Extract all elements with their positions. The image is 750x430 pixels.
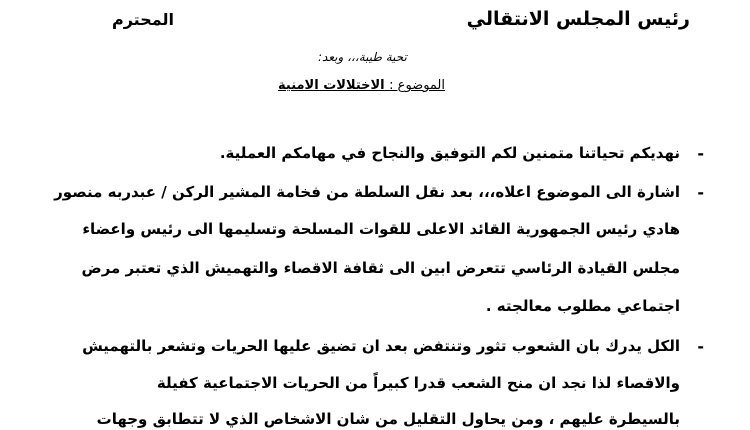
paragraph-line: اشارة الى الموضوع اعلاه،،، بعد نقل السلطة من فخامة المشير الركن / عبدربه منصور: [54, 183, 680, 201]
paragraph-line: اجتماعي مطلوب معالجته .: [485, 297, 680, 315]
bullet-marker: -: [697, 337, 704, 356]
subject-label: الموضوع :: [389, 78, 445, 93]
recipient-title: رئيس المجلس الانتقالي: [466, 8, 690, 30]
paragraph-line: بالسيطرة عليهم ، ومن يحاول التقليل من شان الاشخاص الذي لا تتطابق وجهات: [96, 410, 680, 428]
paragraph-line: مجلس القيادة الرئاسي تتعرض ابين الى ثقافة الاقصاء والتهميش الذي تعتبر مرض: [81, 259, 680, 277]
honorific: المحترم: [112, 10, 174, 29]
subject-line: [278, 78, 445, 93]
bullet-marker: -: [697, 144, 704, 163]
paragraph-line: نهديكم تحياتنا متمنين لكم التوفيق والنجاح في مهامكم العملية.: [219, 144, 680, 162]
bullet-marker: -: [697, 183, 704, 202]
paragraph-line: هادي رئيس الجمهورية القائد الاعلى للقوات المسلحة وتسليمها الى رئيس واعضاء: [82, 220, 680, 238]
paragraph-line: الكل يدرك بان الشعوب تثور وتنتفض بعد ان تضيق عليها الحريات وتشعر بالتهميش: [82, 337, 680, 355]
greeting: تحية طيبة،،، وبعد:: [318, 50, 407, 64]
subject-title: الاختلالات الامنية: [278, 78, 385, 93]
paragraph-line: والاقصاء لذا نجد ان منح الشعب قدرا كبيراً من الحريات الاجتماعية كفيلة: [156, 374, 680, 392]
